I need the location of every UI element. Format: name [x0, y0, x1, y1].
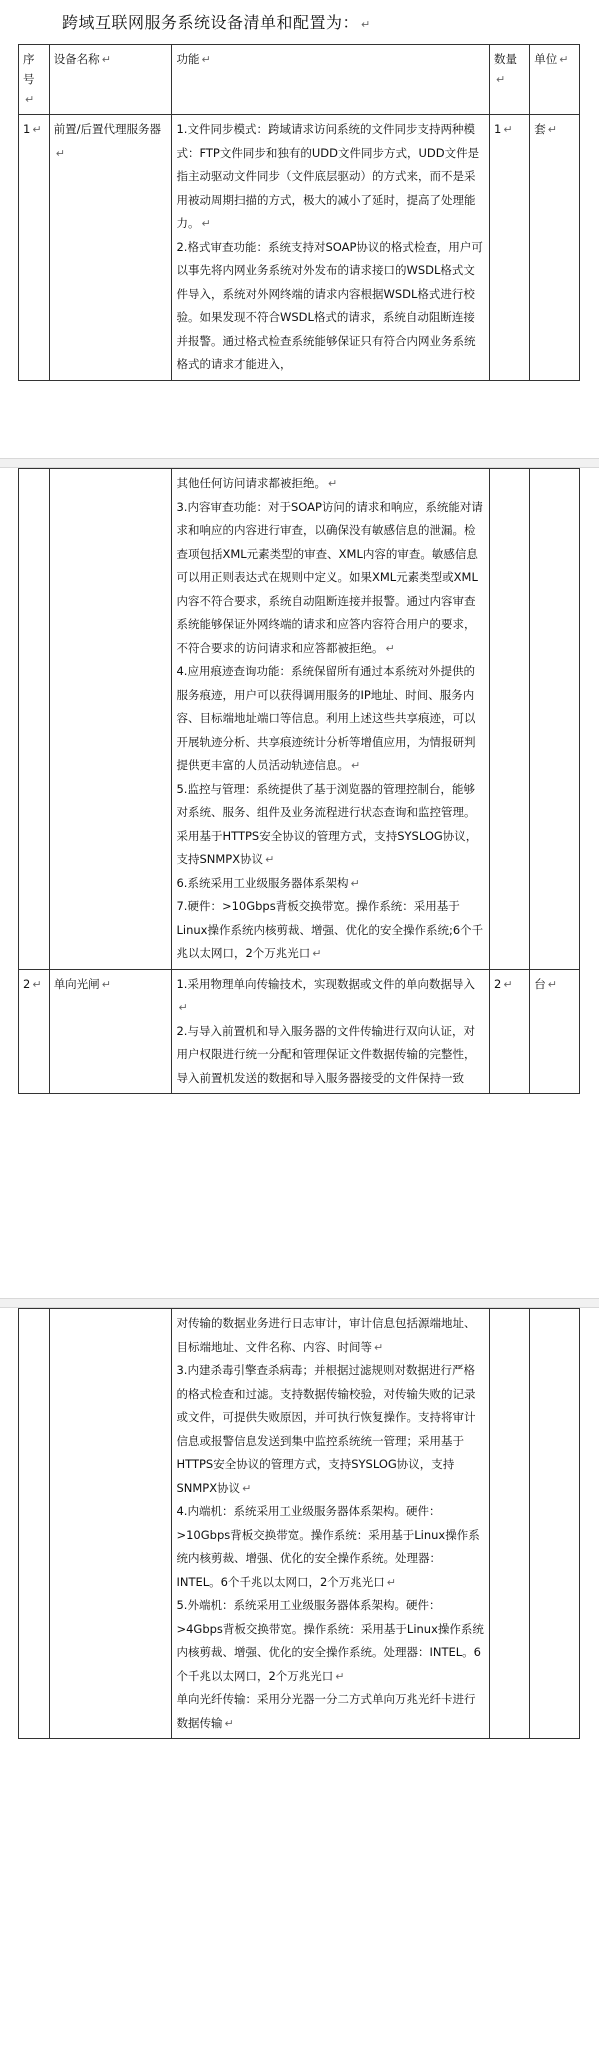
paragraph-mark-icon: ↵	[361, 18, 371, 31]
row2-function-p2-cont: 对传输的数据业务进行日志审计，审计信息包括源端地址、目标端地址、文件名称、内容、时间等 ↵	[176, 1316, 476, 1354]
row2-function-p3: 3.内建杀毒引擎查杀病毒；并根据过滤规则对数据进行严格的格式检查和过滤。支持数据传输校验，对传输失败的记录或文件，可提供失败原因，并可执行恢复操作。支持将审计信息或报警信息发送到集中监控系统统一管理；采用基于HTTPS安全协议的管理方式，支持SYSLOG协议，支持SNMPX协议 ↵	[176, 1363, 476, 1495]
row2-function	[172, 969, 490, 1094]
equipment-table-part-2	[18, 468, 580, 1094]
row1-no: 1 ↵	[19, 115, 50, 381]
row2-cont-quantity	[490, 1309, 530, 1739]
header-quantity: 数量↵	[490, 45, 530, 115]
table-row	[19, 969, 580, 1094]
row1-cont-quantity	[490, 469, 530, 970]
row2-unit: 台 ↵	[530, 969, 580, 1094]
table-row	[19, 115, 580, 381]
row1-function-p7: 7.硬件：>10Gbps背板交换带宽。操作系统：采用基于Linux操作系统内核剪裁、增强、优化的安全操作系统;6个千兆以太网口，2个万兆光口 ↵	[176, 899, 484, 960]
header-no: 序号↵	[19, 45, 50, 115]
row1-function-p4: 4.应用痕迹查询功能：系统保留所有通过本系统对外提供的服务痕迹，用户可以获得调用服务的IP地址、时间、服务内容、目标端地址端口等信息。利用上述这些共享痕迹，可以开展轨迹分析、共享痕迹统计分析等增值应用，为情报研判提供更丰富的人员活动轨迹信息。 ↵	[176, 664, 476, 772]
equipment-table-part-1	[18, 44, 580, 381]
row1-unit: 套 ↵	[530, 115, 580, 381]
row2-cont-unit	[530, 1309, 580, 1739]
page-break	[0, 458, 599, 468]
equipment-table-part-3	[18, 1308, 580, 1739]
row1-function	[172, 115, 490, 381]
row1-cont-unit	[530, 469, 580, 970]
row2-function-p4: 4.内端机：系统采用工业级服务器体系架构。硬件：>10Gbps背板交换带宽。操作系统：采用基于Linux操作系统内核剪裁、增强、优化的安全操作系统。处理器：INTEL。6个千兆以太网口，2个万兆光口 ↵	[176, 1504, 480, 1589]
row2-no: 2 ↵	[19, 969, 50, 1094]
header-unit: 单位 ↵	[530, 45, 580, 115]
page-break	[0, 1298, 599, 1308]
table-row	[19, 469, 580, 970]
row1-function-p3: 3.内容审查功能：对于SOAP访问的请求和响应，系统能对请求和响应的内容进行审查，以确保没有敏感信息的泄漏。检查项包括XML元素类型的审查、XML内容的审查。敏感信息可以用正则表达式在规则中定义。如果XML元素类型或XML内容不符合要求，系统自动阻断连接并报警。通过内容审查系统能够保证外网终端的请求和应答内容符合用户的要求，不符合要求的访问请求和应答都被拒绝。 ↵	[176, 499, 483, 655]
row1-quantity: 1 ↵	[490, 115, 530, 381]
row1-name: 前置/后置代理服务器↵	[49, 115, 172, 381]
row1-cont-function	[172, 469, 490, 970]
row2-function-p2: 2.与导入前置机和导入服务器的文件传输进行双向认证，对用户权限进行统一分配和管理保证文件数据传输的完整性，导入前置机发送的数据和导入服务器接受的文件保持一致	[176, 1023, 476, 1085]
header-function: 功能 ↵	[172, 45, 490, 115]
header-name: 设备名称 ↵	[49, 45, 172, 115]
row1-function-p5: 5.监控与管理：系统提供了基于浏览器的管理控制台，能够对系统、服务、组件及业务流程进行状态查询和监控管理。采用基于HTTPS安全协议的管理方式，支持SYSLOG协议，支持SNMPX协议 ↵	[176, 781, 478, 866]
row1-function-p2-cont: 其他任何访问请求都被拒绝。 ↵	[176, 476, 338, 490]
table-row	[19, 1309, 580, 1739]
row2-function-p6: 单向光纤传输：采用分光器一分二方式单向万兆光纤卡进行数据传输 ↵	[176, 1692, 476, 1730]
row1-function-p2: 2.格式审查功能：系统支持对SOAP协议的格式检查，用户可以事先将内网业务系统对外发布的请求接口的WSDL格式文件导入，系统对外网终端的请求内容根据WSDL格式进行校验。如果发现不符合WSDL格式的请求，系统自动阻断连接并报警。通过格式检查系统能够保证只有符合内网业务系统格式的请求才能进入，	[176, 239, 483, 371]
row2-name: 单向光闸 ↵	[49, 969, 172, 1094]
row1-cont-name	[49, 469, 172, 970]
row2-function-p5: 5.外端机：系统采用工业级服务器体系架构。硬件：>4Gbps背板交换带宽。操作系统：采用基于Linux操作系统内核剪裁、增强、优化的安全操作系统。处理器：INTEL。6个千兆以太网口，2个万兆光口 ↵	[176, 1598, 484, 1683]
row2-quantity: 2 ↵	[490, 969, 530, 1094]
row1-function-p6: 6.系统采用工业级服务器体系架构 ↵	[176, 875, 360, 890]
table-header-row	[19, 45, 580, 115]
row2-cont-name	[49, 1309, 172, 1739]
row2-cont-function	[172, 1309, 490, 1739]
row2-cont-no	[19, 1309, 50, 1739]
document-title: 跨域互联网服务系统设备清单和配置为： ↵	[62, 13, 371, 32]
row1-cont-no	[19, 469, 50, 970]
row1-function-p1: 1.文件同步模式：跨域请求访问系统的文件同步支持两种模式：FTP文件同步和独有的UDD文件同步方式，UDD文件是指主动驱动文件同步（文件底层驱动）的方式来，而不是采用被动周期扫描的方式，极大的减小了延时，提高了处理能力。 ↵	[176, 122, 480, 230]
row2-function-p1: 1.采用物理单向传输技术，实现数据或文件的单向数据导入↵	[176, 976, 475, 1014]
